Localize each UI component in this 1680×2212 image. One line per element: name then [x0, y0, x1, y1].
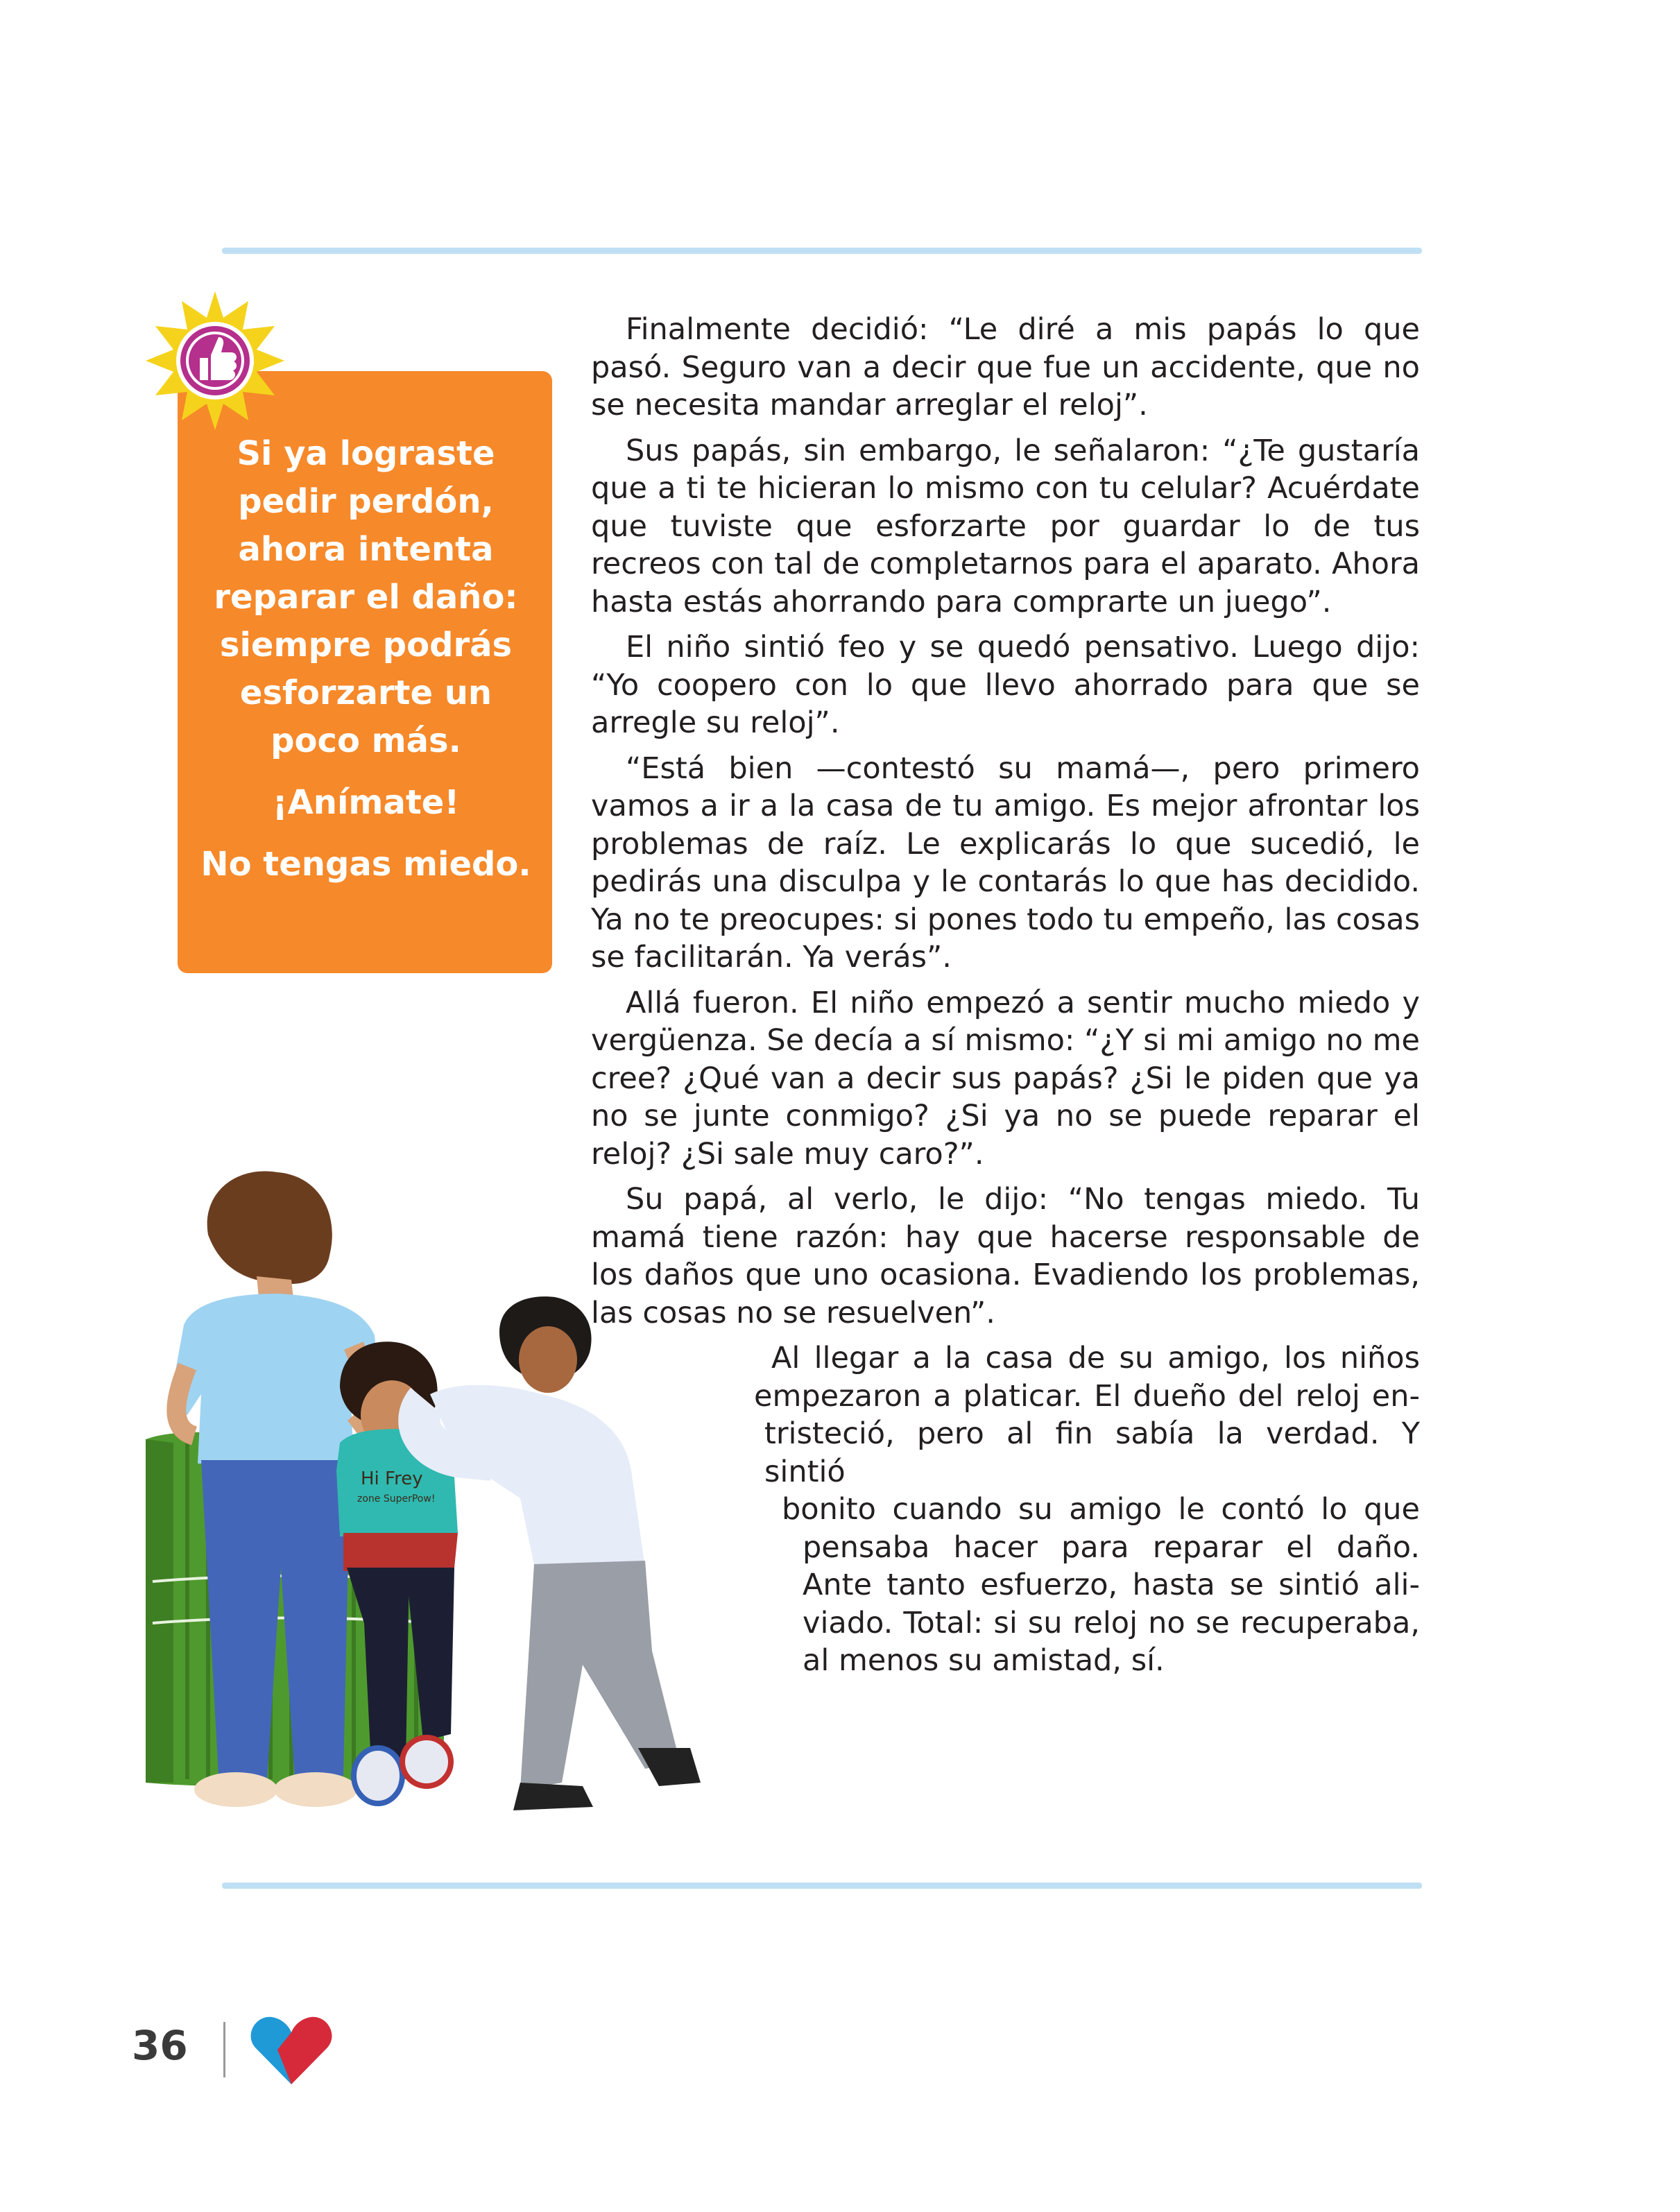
tip-encourage: No tengas miedo.: [200, 845, 531, 884]
story-paragraph: El niño sintió feo y se quedó pensativo. Luego dijo: “Yo coopero con lo que llevo ahorrado para que se arregle su reloj”.: [591, 630, 1420, 740]
footer-divider: [223, 2022, 225, 2077]
top-rule: [222, 248, 1422, 254]
story-paragraph: Finalmente decidió: “Le diré a mis papás lo que pasó. Seguro van a decir que fue un accidente, que no se necesita mandar arreglar el reloj”.: [591, 312, 1420, 422]
tip-cheer: ¡Anímate!: [272, 783, 460, 822]
story-line: pensaba hacer para reparar el daño.: [803, 1529, 1420, 1565]
thumbs-up-icon: [146, 291, 284, 430]
story-line: bonito cuando su amigo le contó lo que: [782, 1492, 1420, 1527]
page-number: 36: [132, 2022, 188, 2069]
shirt-subtext: zone SuperPow!: [357, 1493, 436, 1504]
family-illustration: [132, 1138, 867, 1873]
story-paragraph: “Está bien —contestó su mamá—, pero primero vamos a ir a la casa de tu amigo. Es mejor afrontar los problemas de raíz. Le explicarás lo que sucedió, le pedirás una disculpa y le contarás lo que has decidido. Ya no te preocupes: si pones todo tu empeño, las cosas se facilitarán. Ya verás”.: [591, 751, 1420, 975]
story-line: Ante tanto esfuerzo, hasta se sintió ali-: [803, 1568, 1420, 1602]
story-paragraph: Allá fueron. El niño empezó a sentir mucho miedo y vergüenza. Se decía a sí mismo: “¿Y si mi amigo no me cree? ¿Qué van a decir sus papás? ¿Si le piden que ya no se junte conmigo? ¿Si ya no se puede reparar el reloj? ¿Si sale muy caro?”.: [591, 985, 1420, 1172]
story-line: al menos su amistad, sí.: [803, 1643, 1165, 1678]
shirt-text: Hi Frey: [361, 1468, 423, 1489]
bottom-rule: [222, 1883, 1422, 1889]
story-paragraph: Su papá, al verlo, le dijo: “No tengas miedo. Tu mamá tiene razón: hay que hacerse responsable de los daños que uno ocasiona. Evadiendo los problemas, las cosas no se resuelven”.: [591, 1182, 1420, 1330]
tip-text: [194, 430, 538, 902]
heart-logo-icon: [250, 2012, 333, 2088]
story-line: viado. Total: si su reloj no se recuperaba,: [803, 1605, 1420, 1640]
story-line: Al llegar a la casa de su amigo, los niños: [771, 1341, 1420, 1375]
story-paragraph: Sus papás, sin embargo, le señalaron: “¿Te gustaría que a ti te hicieran lo mismo con tu celular? Acuérdate que tuviste que esforzarte por guardar lo de tus recreos con tal de completarnos para el aparato. Ahora hasta estás ahorrando para comprarte un juego”.: [591, 433, 1420, 619]
tip-message: Si ya lograste pedir perdón, ahora intenta reparar el daño: siempre podrás esforzarte un poco más.: [214, 434, 518, 760]
story-line: empezaron a platicar. El dueño del reloj en-: [754, 1378, 1420, 1414]
father: [419, 1296, 701, 1810]
story-line: tristeció, pero al fin sabía la verdad. Y sintió: [764, 1416, 1420, 1489]
